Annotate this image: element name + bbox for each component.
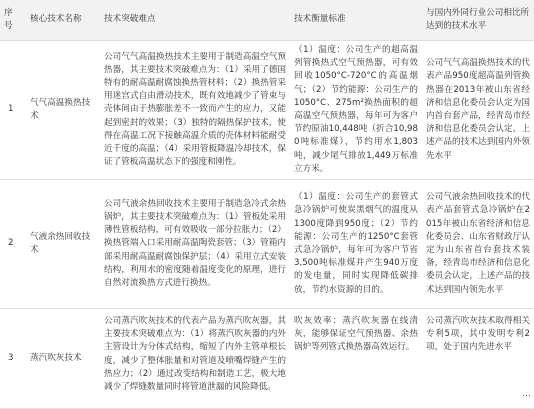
more-ellipsis-icon[interactable]: … <box>522 389 530 399</box>
header-standard: 技术衡量标准 <box>290 0 422 41</box>
technology-level: 公司气液余热回收技术的代表产品套管式急冷锅炉在2015年被山东省经济和信息化委员会、山东省财政厅认定为山东省首台套技术装备，经青岛市经济和信息化委员会认定，上述产品的技术达到国内领先水平 <box>422 180 534 309</box>
table-header-row <box>0 0 534 41</box>
table-row <box>0 41 534 180</box>
technology-name: 气气高温换热技术 <box>26 41 100 180</box>
header-difficulty: 技术突破难点 <box>100 0 290 41</box>
technology-name: 蒸汽吹灰技术 <box>26 309 100 409</box>
measurement-standard: （1）温度：公司生产的超高温列管换热式空气预热器，可有效回收1050°C-720°C的高温烟气；（2）节约能源：公司生产的1050°C、275m²换热面积的超高温空气预热器，每年可为客户节约原油10,448吨（折合10,980吨标准煤），节约用水1,803吨，减少尾气排放1,449万标准立方米。 <box>290 41 422 180</box>
row-number: 2 <box>0 180 26 309</box>
row-number: 3 <box>0 309 26 409</box>
technology-name: 气液余热回收技术 <box>26 180 100 309</box>
header-name: 核心技术名称 <box>26 0 100 41</box>
technical-difficulty: 公司气液余热回收技术主要用于制造急冷式余热锅炉，其主要技术突破难点为：（1）管板处采用薄性管板结构，可有效吸收一部分拉胀力；（2）换热管端入口采用耐高温陶瓷套管；（3）管箱内部采用耐高温耐腐蚀保护层；（4）采用立式安装结构，利用水的密度随着温度变化的原理，进行自然对流换热方式进行换热。 <box>100 180 290 309</box>
table-row <box>0 309 534 409</box>
table-row <box>0 180 534 309</box>
technology-level: 公司蒸汽吹灰技术取得相关专利5项，其中发明专利2项，处于国内先进水平 <box>422 309 534 409</box>
header-level: 与国内外同行业公司相比所达到的技术水平 <box>422 0 534 41</box>
technical-difficulty: 公司气气高温换热技术主要用于制造高温空气预热器，其主要技术突破难点为：（1）采用了德国特有的耐高温耐腐蚀换热管材料；（2）换热管采用迷宫式自由滑动技术，既有效地减少了管束与壳体间由于热膨胀差不一致而产生的应力，又能起到密封的效果；（3）独特的隔热保护技术，使得在高温工况下接触高温介质的壳体材料能耐受近千度的高温；（4）采用管板降温冷却技术，保证了管板高温状态下的强度和刚性。 <box>100 41 290 180</box>
measurement-standard: 吹灰效率：蒸汽吹灰器在线清灰，能够保证空气预热器、余热锅炉等列管式换热器高效运行。 <box>290 309 422 409</box>
row-number: 1 <box>0 41 26 180</box>
measurement-standard: （1）温度：公司生产的套管式急冷锅炉可使炭黑烟气的温度从1300度降到950度；（2）节约能源：公司生产的1250°C套管式急冷锅炉，每年可为客户节省3,500吨标准煤并产生940万度的发电量，同时实现降低碳排放，节约水资源的目的。 <box>290 180 422 309</box>
header-no: 序 号 <box>0 0 26 41</box>
technology-level: 公司气气高温换热技术的代表产品950度超高温列管换热器在2013年被山东省经济和信息化委员会认定为国内首台套产品，经青岛市经济和信息化委员会认定，上述产品的技术达到国内外领先水平 <box>422 41 534 180</box>
technical-difficulty: 公司蒸汽吹灰技术的代表产品为蒸汽吹灰器，其主要技术突破难点为：（1）将蒸汽吹灰器的内外主管设计为分体式结构，缩短了内外主管单根长度，减少了整体胀量和对管道及喷嘴焊缝产生的热应力；（2）通过改变结构和制造工艺，极大地减少了焊缝数量同时将管道泄漏的风险降低。 <box>100 309 290 409</box>
